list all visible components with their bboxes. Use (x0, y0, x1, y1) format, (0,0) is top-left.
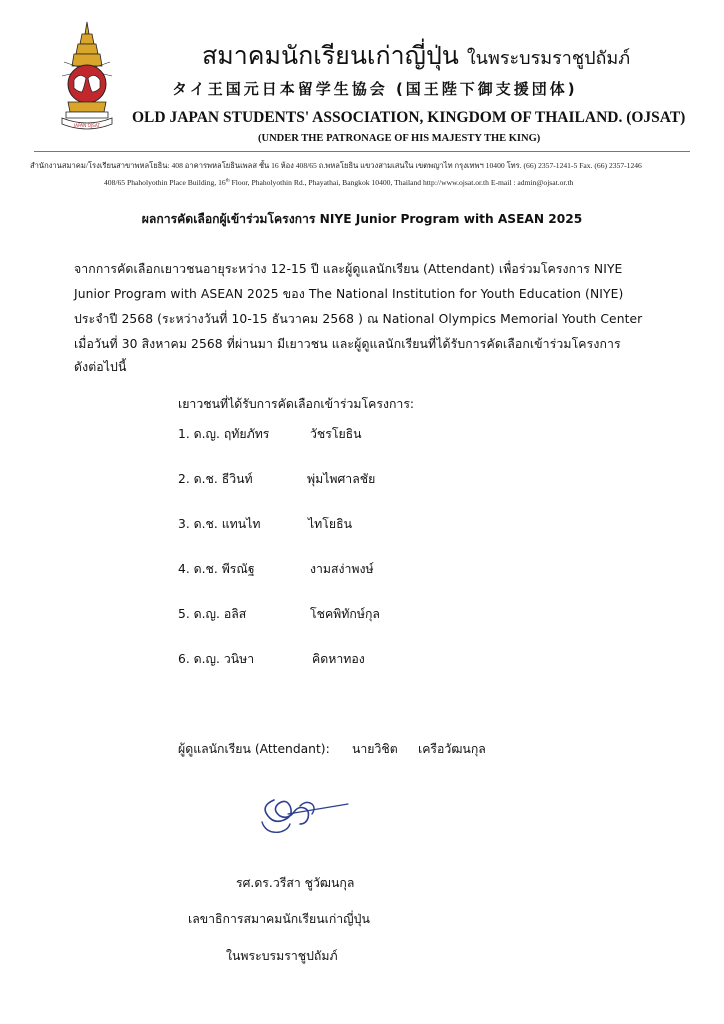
document-heading: ผลการคัดเลือกผู้เข้าร่วมโครงการ NIYE Junior Program with ASEAN 2025 (141, 212, 583, 226)
participant-last-name: งามสง่าพงษ์ (310, 562, 374, 576)
participant-row (178, 425, 362, 444)
selected-participants-label: เยาวชนที่ได้รับการคัดเลือกเข้าร่วมโครงการ: (178, 397, 415, 411)
participant-first-name: 2. ด.ช. ธีวินท์ (178, 472, 253, 486)
participant-last-name: วัชรโยธิน (310, 427, 362, 441)
handwritten-signature (248, 782, 352, 842)
participant-last-name: พุ่มไพศาลชัย (307, 472, 376, 486)
org-name-japanese (172, 78, 578, 99)
org-patronage-th: ในพระบรมราชูปถัมภ์ (466, 48, 631, 69)
participant-last-name: ไทโยธิน (308, 517, 353, 531)
participant-first-name: 6. ด.ญ. วนิษา (178, 652, 255, 666)
org-name-english: OLD JAPAN STUDENTS' ASSOCIATION, KINGDOM OF THAILAND. (OJSAT) (132, 109, 686, 126)
paragraph-line: จากการคัดเลือกเยาวชนอายุระหว่าง 12-15 ปี และผู้ดูแลนักเรียน (Attendant) เพื่อร่วมโครงการ NIYE (74, 262, 623, 276)
org-name-jp-text: タイ王国元日本留学生協会 (172, 80, 388, 98)
org-patronage-english: (UNDER THE PATRONAGE OF HIS MAJESTY THE KING) (258, 133, 541, 144)
paragraph-line: ประจำปี 2568 (ระหว่างวันที่ 10-15 ธันวาคม 2568 ) ณ National Olympics Memorial Youth Center (74, 312, 643, 326)
org-name-thai (202, 36, 630, 76)
participant-first-name: 4. ด.ช. พีรณัฐ (178, 562, 255, 576)
participant-first-name: 3. ด.ช. แทนไท (178, 517, 261, 531)
header-divider (34, 151, 690, 152)
participant-first-name: 5. ด.ญ. อลิส (178, 607, 247, 621)
participant-row (178, 605, 380, 624)
attendant-first-name: นายวิชิต (352, 742, 398, 756)
participant-row (178, 515, 353, 534)
address-en-prefix: 408/65 Phaholyothin Place Building, 16 (104, 178, 226, 187)
participant-row (178, 470, 376, 489)
participant-last-name: คิดหาทอง (312, 652, 365, 666)
address-en-suffix: Floor, Phaholyothin Rd., Phayathai, Bangkok 10400, Thailand http://www.ojsat.or.th E-mail : admin@ojsat.or.th (229, 178, 574, 187)
paragraph-line: ดังต่อไปนี้ (74, 360, 127, 374)
attendant-last-name: เครือวัฒนกุล (418, 742, 486, 756)
address-en-sup: th (225, 178, 230, 184)
signer-position: เลขาธิการสมาคมนักเรียนเก่าญี่ปุ่น (188, 912, 370, 926)
signer-position-patronage: ในพระบรมราชูปถัมภ์ (226, 949, 338, 963)
ojsat-logo (58, 20, 116, 136)
attendant-label: ผู้ดูแลนักเรียน (Attendant): (178, 742, 330, 756)
org-name-th-text: สมาคมนักเรียนเก่าญี่ปุ่น (202, 41, 459, 70)
participant-last-name: โชคพิทักษ์กุล (310, 607, 380, 621)
participant-row (178, 560, 374, 579)
paragraph-line: เมื่อวันที่ 30 สิงหาคม 2568 ที่ผ่านมา มีเยาวชน และผู้ดูแลนักเรียนที่ได้รับการคัดเลือกเข้าร่วมโครงการ (74, 337, 621, 351)
org-patronage-jp: (国王陛下御支援団体) (395, 80, 578, 98)
address-english (104, 178, 573, 187)
signer-name: รศ.ดร.วรีสา ชูวัฒนกุล (236, 876, 355, 890)
address-thai: สำนักงานสมาคม/โรงเรียนสาขาพหลโยธิน: 408 อาคารพหลโยธินเพลส ชั้น 16 ห้อง 408/65 ถ.พหลโยธิน แขวงสามเสนใน เขตพญาไท กรุงเทพฯ 10400 โทร. (66) 2357-1241-5 Fax. (66) 2357-1246 (30, 161, 642, 170)
logo-caption: JAPAN OJSAT (74, 123, 100, 128)
paragraph-line: Junior Program with ASEAN 2025 ของ The National Institution for Youth Education (NIYE) (74, 287, 624, 301)
participant-first-name: 1. ด.ญ. ฤทัยภัทร (178, 427, 270, 441)
participant-row (178, 650, 365, 669)
